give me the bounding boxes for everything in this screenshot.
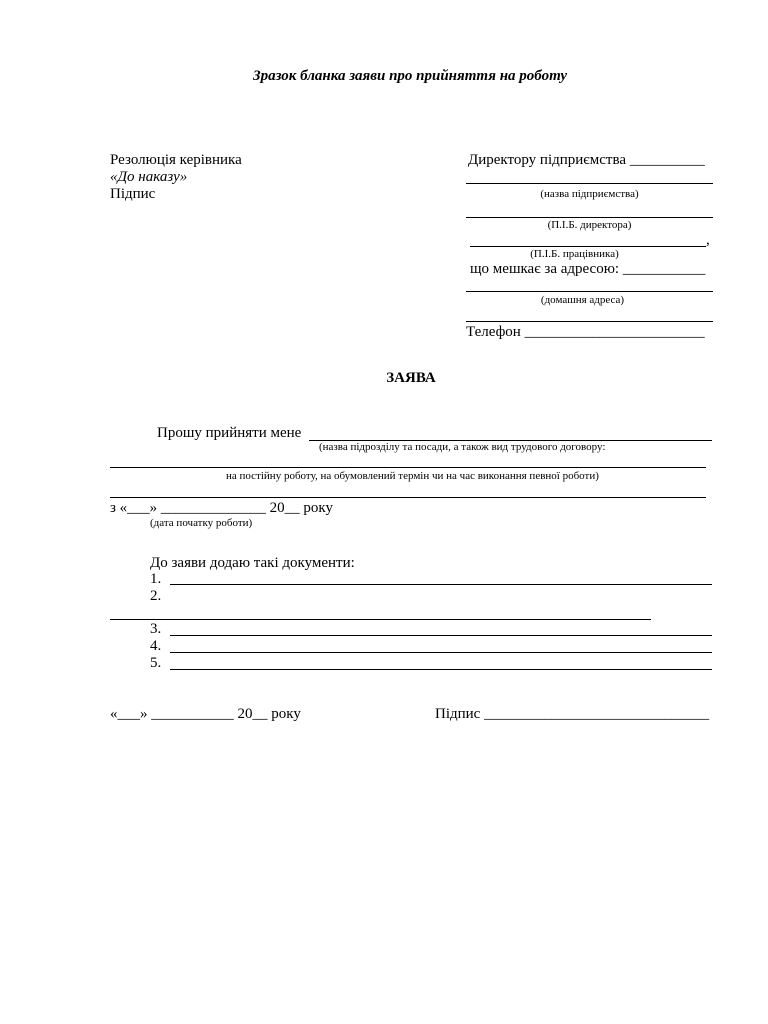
start-date-label: з «___» ______________ 20__ року xyxy=(110,500,334,516)
address-line-2 xyxy=(466,321,713,322)
director-label: Директору підприємства __________ xyxy=(468,152,705,168)
position-line-2 xyxy=(110,467,706,468)
footer-signature: Підпис ______________________________ xyxy=(435,706,710,722)
company-hint: (назва підприємства) xyxy=(540,188,639,200)
statement-heading: ЗАЯВА xyxy=(386,370,436,386)
list-item-number: 3. xyxy=(150,621,162,637)
address-line xyxy=(466,291,713,292)
director-name-line xyxy=(466,217,713,218)
document-line-3 xyxy=(170,635,712,636)
order-label: «До наказу» xyxy=(110,169,188,185)
document-line-2 xyxy=(110,619,651,620)
position-line-3 xyxy=(110,497,706,498)
position-hint-1: (назва підрозділу та посади, а також вид трудового договору: xyxy=(319,441,606,453)
document-line-5 xyxy=(170,669,712,670)
documents-intro: До заяви додаю такі документи: xyxy=(150,555,355,571)
document-line-1 xyxy=(170,584,712,585)
position-hint-2: на постійну роботу, на обумовлений термін чи на час виконання певної роботи) xyxy=(226,470,599,482)
list-item-number: 5. xyxy=(150,655,162,671)
list-item-number: 4. xyxy=(150,638,162,654)
phone-label: Телефон ________________________ xyxy=(466,324,705,340)
employee-name-line xyxy=(470,246,706,247)
request-label: Прошу прийняти мене xyxy=(157,425,302,441)
document-title: Зразок бланка заяви про прийняття на роботу xyxy=(252,68,568,84)
document-line-4 xyxy=(170,652,712,653)
resolution-label: Резолюція керівника xyxy=(110,152,242,168)
list-item-number: 1. xyxy=(150,571,162,587)
employee-name-comma: , xyxy=(706,232,710,248)
start-date-hint: (дата початку роботи) xyxy=(150,517,253,529)
resolution-signature-label: Підпис xyxy=(110,186,156,202)
home-address-hint: (домашня адреса) xyxy=(540,294,625,306)
address-label: що мешкає за адресою: ___________ xyxy=(470,261,706,277)
footer-date: «___» ___________ 20__ року xyxy=(110,706,301,722)
director-name-hint: (П.І.Б. директора) xyxy=(547,219,632,231)
list-item-number: 2. xyxy=(150,588,162,604)
employee-name-hint: (П.І.Б. працівника) xyxy=(530,248,619,260)
company-line xyxy=(466,183,713,184)
